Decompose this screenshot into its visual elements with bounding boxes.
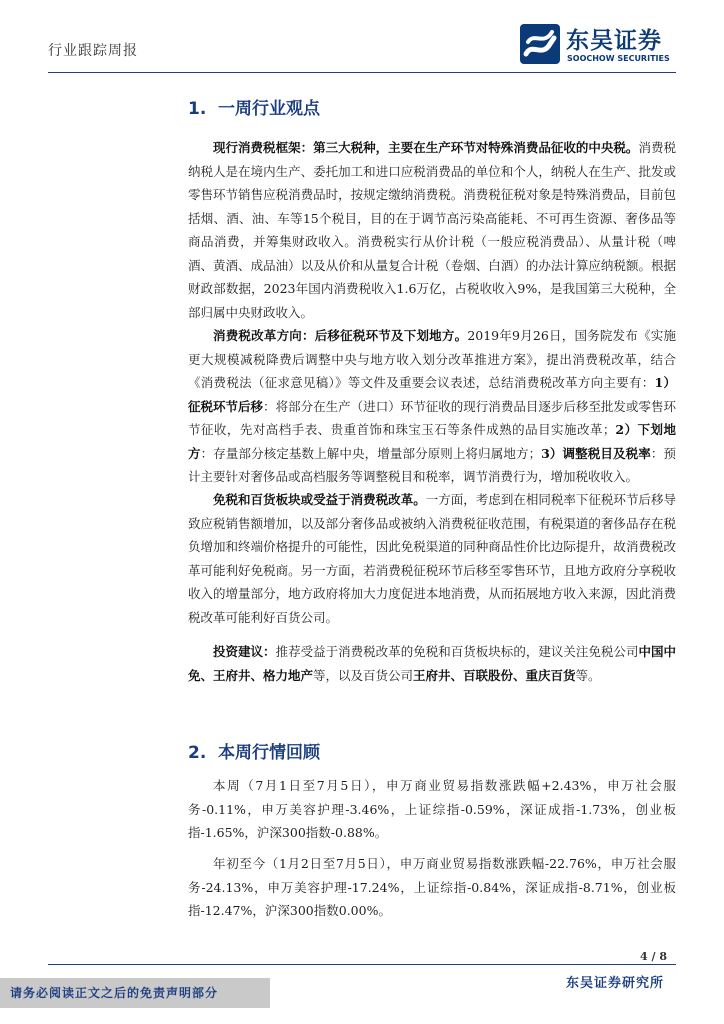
disclaimer-banner: 请务必阅读正文之后的免责声明部分 bbox=[0, 978, 270, 1008]
paragraph-tax-framework: 现行消费税框架：第三大税种，主要在生产环节对特殊消费品征收的中央税。消费税纳税人是在境内生产、委托加工和进口应税消费品的单位和个人，纳税人在生产、批发或零售环节销售应税消费品时，按规定缴纳消费税。消费税征税对象是特殊消费品，目前包括烟、酒、油、车等15个税目，目的在于调节高污染高能耗、不可再生资源、奢侈品等商品消费，并筹集财政收入。消费税实行从价计税（一般应税消费品）、从量计税（啤酒、黄酒、成品油）以及从价和从量复合计税（卷烟、白酒）的办法计算应纳税额。根据财政部数据，2023年国内消费税收入1.6万亿，占税收收入9%，是我国第三大税种，全部归属中央财政收入。 bbox=[188, 140, 676, 320]
paragraph-week-review: 本周（7月1日至7月5日），申万商业贸易指数涨跌幅+2.43%，申万社会服务-0.11%，申万美容护理-3.46%，上证综指-0.59%，深证成指-1.73%，创业板指-1.65%，沪深300指数-0.88%。 bbox=[188, 778, 676, 840]
paragraph-reform-direction: 消费税改革方向：后移征税环节及下划地方。2019年9月26日，国务院发布《实施更大规模减税降费后调整中央与地方收入划分改革推进方案》，提出消费税改革，结合《消费税法（征求意见稿）》等文件及重要会议表述，总结消费税改革方向主要有：1）征税环节后移：将部分在生产（进口）环节征收的现行消费品目逐步后移至批发或零售环节征收，先对高档手表、贵重首饰和珠宝玉石等条件成熟的品目实施改革；2）下划地方：存量部分核定基数上解中央，增量部分原则上将归属地方；3）调整税目及税率：预计主要针对奢侈品或高档服务等调整税目和税率，调节消费行为，增加税收收入。 bbox=[188, 328, 676, 484]
paragraph-lead: 现行消费税框架：第三大税种，主要在生产环节对特殊消费品征收的中央税。 bbox=[213, 140, 639, 155]
section-2-title: 本周行情回顾 bbox=[218, 743, 320, 763]
section-2-number: 2. bbox=[188, 743, 207, 763]
paragraph-investment-advice: 投资建议：推荐受益于消费税改革的免税和百货板块标的，建议关注免税公司中国中免、王府井、格力地产等，以及百货公司王府井、百联股份、重庆百货等。 bbox=[188, 644, 676, 683]
footer-institute: 东吴证券研究所 bbox=[566, 976, 665, 991]
brand-name-en: SOOCHOW SECURITIES bbox=[567, 54, 670, 63]
paragraph-lead: 消费税改革方向：后移征税环节及下划地方。 bbox=[213, 328, 468, 343]
header-divider bbox=[48, 72, 676, 73]
section-1-heading bbox=[188, 94, 320, 119]
paragraph-dutyfree-department: 免税和百货板块或受益于消费税改革。一方面，考虑到在相同税率下征税环节后移导致应税销售额增加，以及部分奢侈品或被纳入消费税征收范围，有税渠道的奢侈品存在税负增加和终端价格提升的可能性，因此免税渠道的同种商品性价比边际提升，故消费税改革可能利好免税商。另一方面，若消费税征税环节后移至零售环节，且地方政府分享税收收入的增量部分，地方政府将加大力度促进本地消费，从而拓展地方收入来源，因此消费税改革可能利好百货公司。 bbox=[188, 492, 676, 625]
report-type: 行业跟踪周报 bbox=[48, 43, 138, 59]
paragraph-lead: 投资建议： bbox=[213, 644, 276, 659]
soochow-logo-icon bbox=[520, 24, 560, 64]
section-1-title: 一周行业观点 bbox=[218, 99, 320, 119]
section-2-heading bbox=[188, 738, 320, 763]
brand-logo bbox=[520, 22, 680, 66]
brand-name-cn: 东吴证券 bbox=[566, 28, 662, 54]
page-number: 4 / 8 bbox=[640, 950, 667, 963]
paragraph-lead: 免税和百货板块或受益于消费税改革。 bbox=[213, 492, 426, 507]
paragraph-ytd-review: 年初至今（1月2日至7月5日），申万商业贸易指数涨跌幅-22.76%，申万社会服务-24.13%，申万美容护理-17.24%，上证综指-0.84%，深证成指-8.71%，创业板指-12.47%，沪深300指数0.00%。 bbox=[188, 856, 676, 918]
footer-divider bbox=[48, 964, 676, 965]
section-1-number: 1. bbox=[188, 99, 207, 119]
